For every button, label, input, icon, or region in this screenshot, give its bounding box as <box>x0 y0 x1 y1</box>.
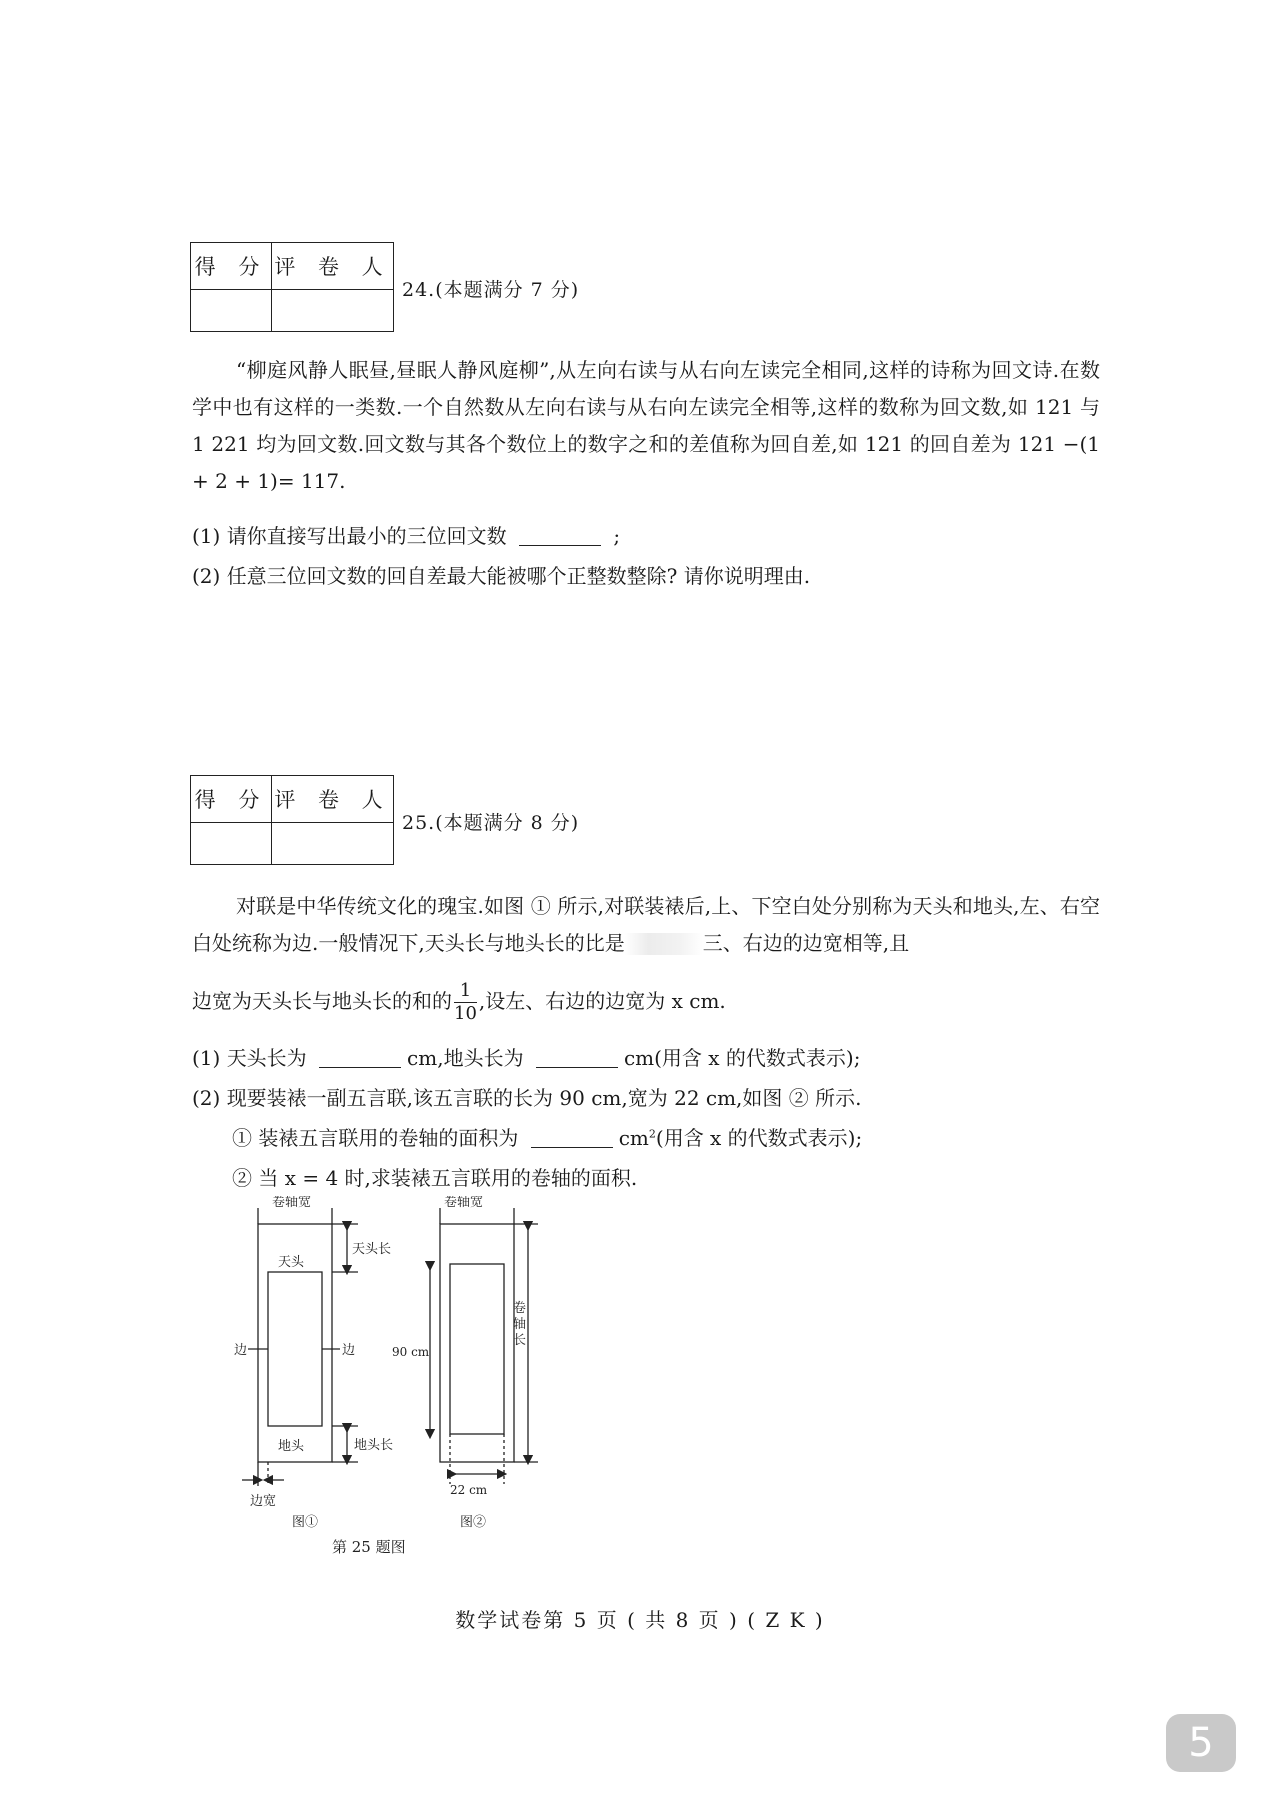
fig2-top-label: 卷轴宽 <box>444 1196 484 1210</box>
fig2-scroll-len-3: 长 <box>513 1333 527 1348</box>
answer-blank[interactable] <box>531 1125 613 1148</box>
fig2-couplet-area <box>450 1264 504 1434</box>
q25-s1-b: cm <box>618 1126 649 1150</box>
q24-part1-end: ; <box>613 524 621 548</box>
score-cell[interactable] <box>191 823 272 865</box>
grader-cell[interactable] <box>272 823 394 865</box>
fig2-caption: 图② <box>460 1515 487 1530</box>
q25-p1-a: (1) 天头长为 <box>192 1046 307 1070</box>
q24-header: 24.(本题满分 7 分) <box>402 279 580 301</box>
fraction-denominator: 10 <box>454 1003 477 1024</box>
q25-para-a: 对联是中华传统文化的瑰宝.如图 ① 所示,对联装裱后,上、下空白处分别称为天头和地头,左、右空白处统称为边.一般情况下,天头长与地头长的比是 <box>192 894 1100 955</box>
score-box-25 <box>190 775 394 865</box>
page-number-badge: 5 <box>1166 1714 1236 1772</box>
fig2-height-label: 90 cm <box>392 1345 430 1359</box>
fig1-caption: 图① <box>292 1515 319 1530</box>
q25-para-c: 边宽为天头长与地头长的和的 <box>192 989 452 1013</box>
fig1-top-label: 卷轴宽 <box>272 1196 312 1210</box>
grader-label: 评 卷 人 <box>272 776 394 823</box>
q24-part2: (2) 任意三位回文数的回自差最大能被哪个正整数整除? 请你说明理由. <box>192 564 811 588</box>
q25-p1-b: cm,地头长为 <box>407 1046 524 1070</box>
score-box-24 <box>190 242 394 332</box>
q25-figure <box>220 1196 540 1556</box>
fig1-tiantou-len: 天头长 <box>352 1242 392 1257</box>
fig1-couplet-area <box>268 1272 322 1426</box>
fraction-numerator: 1 <box>454 980 477 1003</box>
fig2-scroll-len-1: 卷 <box>513 1301 527 1316</box>
page-footer: 数学试卷第 5 页 ( 共 8 页 ) ( Z K ) <box>455 1608 825 1632</box>
superscript: 2 <box>648 1127 656 1141</box>
q25-part2: (2) 现要装裱一副五言联,该五言联的长为 90 cm,宽为 22 cm,如图 ② 所示. <box>192 1086 862 1110</box>
figure-caption: 第 25 题图 <box>332 1538 406 1556</box>
fig1-ditou-len: 地头长 <box>354 1438 394 1453</box>
fig1-ditou: 地头 <box>278 1439 305 1454</box>
q25-sub1 <box>232 1122 862 1151</box>
q25-paragraph <box>192 888 1100 962</box>
q25-para-line3 <box>192 980 726 1025</box>
grader-cell[interactable] <box>272 290 394 332</box>
q25-para-b: 三、右边的边宽相等,且 <box>702 931 910 955</box>
q25-sub2: ② 当 x = 4 时,求装裱五言联用的卷轴的面积. <box>232 1166 638 1190</box>
fig1-tiantou: 天头 <box>278 1255 305 1270</box>
grader-label: 评 卷 人 <box>272 243 394 290</box>
fig1-side-right: 边 <box>342 1343 356 1358</box>
q24-paragraph: “柳庭风静人眠昼,昼眠人静风庭柳”,从左向右读与从右向左读完全相同,这样的诗称为回文诗.在数学中也有这样的一类数.一个自然数从左向右读与从右向左读完全相等,这样的数称为回文数,如 121 与 1 221 均为回文数.回文数与其各个数位上的数字之和的差值称为回自差,如 121 的回自差为 121 −(1 + 2 + 1)= 117. <box>192 358 1100 493</box>
q25-s1-a: ① 装裱五言联用的卷轴的面积为 <box>232 1126 519 1150</box>
score-label: 得 分 <box>191 776 272 823</box>
redacted-region <box>625 933 703 955</box>
q25-p1-c: cm(用含 x 的代数式表示); <box>623 1046 861 1070</box>
fig2-scroll-outline <box>440 1224 514 1462</box>
q25-s1-c: (用含 x 的代数式表示); <box>655 1126 863 1150</box>
answer-blank[interactable] <box>519 523 601 546</box>
fig1-side-width: 边宽 <box>250 1494 277 1509</box>
score-cell[interactable] <box>191 290 272 332</box>
q24-part1-text: (1) 请你直接写出最小的三位回文数 <box>192 524 507 548</box>
fig2-width-label: 22 cm <box>450 1483 488 1497</box>
answer-blank[interactable] <box>536 1045 618 1068</box>
fig2-scroll-len-2: 轴 <box>513 1317 527 1332</box>
fig1-side-left: 边 <box>234 1343 248 1358</box>
q24-part1 <box>192 520 620 549</box>
answer-blank[interactable] <box>319 1045 401 1068</box>
score-label: 得 分 <box>191 243 272 290</box>
q25-header: 25.(本题满分 8 分) <box>402 812 580 834</box>
q25-part1 <box>192 1042 860 1071</box>
fraction <box>454 980 477 1025</box>
q25-para-d: ,设左、右边的边宽为 x cm. <box>478 989 726 1013</box>
